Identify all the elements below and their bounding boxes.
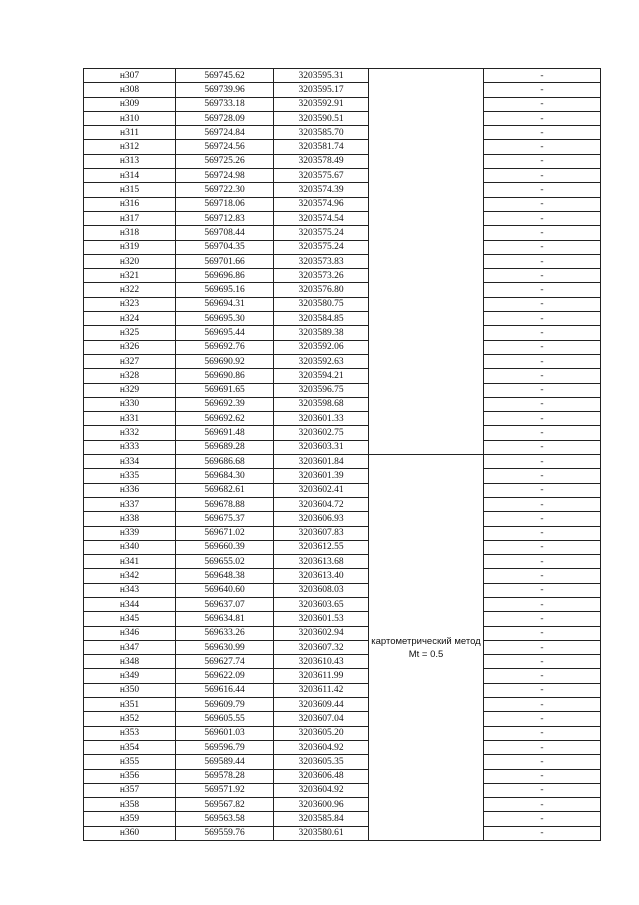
y-coordinate-cell: 3203594.21 xyxy=(274,369,369,383)
table-row xyxy=(84,569,601,583)
table-row xyxy=(84,597,601,611)
table-row xyxy=(84,354,601,368)
point-id-cell: н356 xyxy=(84,769,176,783)
table-row xyxy=(84,140,601,154)
description-cell: - xyxy=(484,783,601,797)
y-coordinate-cell: 3203604.72 xyxy=(274,497,369,511)
point-id-cell: н350 xyxy=(84,683,176,697)
description-cell: - xyxy=(484,626,601,640)
y-coordinate-cell: 3203606.48 xyxy=(274,769,369,783)
y-coordinate-cell: 3203573.26 xyxy=(274,269,369,283)
description-cell: - xyxy=(484,555,601,569)
coordinates-table-body xyxy=(84,69,601,841)
x-coordinate-cell: 569578.28 xyxy=(176,769,274,783)
description-cell: - xyxy=(484,97,601,111)
y-coordinate-cell: 3203607.04 xyxy=(274,712,369,726)
table-row xyxy=(84,211,601,225)
x-coordinate-cell: 569567.82 xyxy=(176,798,274,812)
point-id-cell: н310 xyxy=(84,111,176,125)
x-coordinate-cell: 569684.30 xyxy=(176,469,274,483)
point-id-cell: н321 xyxy=(84,269,176,283)
table-row xyxy=(84,683,601,697)
x-coordinate-cell: 569689.28 xyxy=(176,440,274,454)
table-row xyxy=(84,126,601,140)
x-coordinate-cell: 569648.38 xyxy=(176,569,274,583)
x-coordinate-cell: 569609.79 xyxy=(176,698,274,712)
x-coordinate-cell: 569596.79 xyxy=(176,740,274,754)
table-row xyxy=(84,297,601,311)
y-coordinate-cell: 3203595.31 xyxy=(274,69,369,83)
point-id-cell: н354 xyxy=(84,740,176,754)
y-coordinate-cell: 3203609.44 xyxy=(274,698,369,712)
y-coordinate-cell: 3203612.55 xyxy=(274,540,369,554)
x-coordinate-cell: 569691.48 xyxy=(176,426,274,440)
description-cell: - xyxy=(484,183,601,197)
x-coordinate-cell: 569733.18 xyxy=(176,97,274,111)
table-row xyxy=(84,483,601,497)
table-row xyxy=(84,226,601,240)
y-coordinate-cell: 3203598.68 xyxy=(274,397,369,411)
point-id-cell: н333 xyxy=(84,440,176,454)
description-cell: - xyxy=(484,512,601,526)
x-coordinate-cell: 569634.81 xyxy=(176,612,274,626)
point-id-cell: н334 xyxy=(84,455,176,469)
point-id-cell: н311 xyxy=(84,126,176,140)
y-coordinate-cell: 3203603.31 xyxy=(274,440,369,454)
description-cell: - xyxy=(484,397,601,411)
y-coordinate-cell: 3203613.68 xyxy=(274,555,369,569)
y-coordinate-cell: 3203584.85 xyxy=(274,312,369,326)
x-coordinate-cell: 569627.74 xyxy=(176,655,274,669)
y-coordinate-cell: 3203592.06 xyxy=(274,340,369,354)
x-coordinate-cell: 569718.06 xyxy=(176,197,274,211)
point-id-cell: н353 xyxy=(84,726,176,740)
description-cell: - xyxy=(484,583,601,597)
point-id-cell: н346 xyxy=(84,626,176,640)
y-coordinate-cell: 3203581.74 xyxy=(274,140,369,154)
table-row xyxy=(84,512,601,526)
description-cell: - xyxy=(484,383,601,397)
y-coordinate-cell: 3203590.51 xyxy=(274,111,369,125)
y-coordinate-cell: 3203601.39 xyxy=(274,469,369,483)
y-coordinate-cell: 3203574.39 xyxy=(274,183,369,197)
table-row xyxy=(84,254,601,268)
description-cell: - xyxy=(484,798,601,812)
table-row xyxy=(84,455,601,469)
table-row xyxy=(84,698,601,712)
y-coordinate-cell: 3203585.84 xyxy=(274,812,369,826)
table-row xyxy=(84,397,601,411)
y-coordinate-cell: 3203574.96 xyxy=(274,197,369,211)
table-row xyxy=(84,626,601,640)
x-coordinate-cell: 569724.84 xyxy=(176,126,274,140)
description-cell: - xyxy=(484,483,601,497)
y-coordinate-cell: 3203573.83 xyxy=(274,254,369,268)
description-cell: - xyxy=(484,226,601,240)
x-coordinate-cell: 569745.62 xyxy=(176,69,274,83)
y-coordinate-cell: 3203578.49 xyxy=(274,154,369,168)
x-coordinate-cell: 569708.44 xyxy=(176,226,274,240)
y-coordinate-cell: 3203611.42 xyxy=(274,683,369,697)
table-row xyxy=(84,726,601,740)
y-coordinate-cell: 3203601.53 xyxy=(274,612,369,626)
description-cell: - xyxy=(484,140,601,154)
description-cell: - xyxy=(484,254,601,268)
table-row xyxy=(84,111,601,125)
point-id-cell: н326 xyxy=(84,340,176,354)
x-coordinate-cell: 569682.61 xyxy=(176,483,274,497)
description-cell: - xyxy=(484,283,601,297)
y-coordinate-cell: 3203606.93 xyxy=(274,512,369,526)
x-coordinate-cell: 569671.02 xyxy=(176,526,274,540)
x-coordinate-cell: 569605.55 xyxy=(176,712,274,726)
x-coordinate-cell: 569724.56 xyxy=(176,140,274,154)
point-id-cell: н315 xyxy=(84,183,176,197)
table-row xyxy=(84,197,601,211)
table-row xyxy=(84,826,601,840)
x-coordinate-cell: 569722.30 xyxy=(176,183,274,197)
x-coordinate-cell: 569704.35 xyxy=(176,240,274,254)
y-coordinate-cell: 3203592.91 xyxy=(274,97,369,111)
description-cell: - xyxy=(484,126,601,140)
point-id-cell: н352 xyxy=(84,712,176,726)
y-coordinate-cell: 3203585.70 xyxy=(274,126,369,140)
x-coordinate-cell: 569695.44 xyxy=(176,326,274,340)
table-row xyxy=(84,369,601,383)
x-coordinate-cell: 569712.83 xyxy=(176,211,274,225)
table-row xyxy=(84,440,601,454)
y-coordinate-cell: 3203580.61 xyxy=(274,826,369,840)
point-id-cell: н342 xyxy=(84,569,176,583)
table-row xyxy=(84,283,601,297)
description-cell: - xyxy=(484,655,601,669)
method-cell-empty xyxy=(369,69,484,455)
point-id-cell: н319 xyxy=(84,240,176,254)
description-cell: - xyxy=(484,698,601,712)
description-cell: - xyxy=(484,640,601,654)
description-cell: - xyxy=(484,312,601,326)
x-coordinate-cell: 569637.07 xyxy=(176,597,274,611)
y-coordinate-cell: 3203602.75 xyxy=(274,426,369,440)
table-row xyxy=(84,154,601,168)
point-id-cell: н339 xyxy=(84,526,176,540)
description-cell: - xyxy=(484,440,601,454)
description-cell: - xyxy=(484,812,601,826)
x-coordinate-cell: 569692.76 xyxy=(176,340,274,354)
table-row xyxy=(84,526,601,540)
x-coordinate-cell: 569686.68 xyxy=(176,455,274,469)
description-cell: - xyxy=(484,340,601,354)
table-row xyxy=(84,312,601,326)
point-id-cell: н332 xyxy=(84,426,176,440)
x-coordinate-cell: 569694.31 xyxy=(176,297,274,311)
x-coordinate-cell: 569630.99 xyxy=(176,640,274,654)
coordinates-table xyxy=(83,68,601,841)
table-row xyxy=(84,612,601,626)
x-coordinate-cell: 569695.30 xyxy=(176,312,274,326)
x-coordinate-cell: 569695.16 xyxy=(176,283,274,297)
description-cell: - xyxy=(484,354,601,368)
y-coordinate-cell: 3203580.75 xyxy=(274,297,369,311)
point-id-cell: н309 xyxy=(84,97,176,111)
y-coordinate-cell: 3203605.35 xyxy=(274,755,369,769)
y-coordinate-cell: 3203607.83 xyxy=(274,526,369,540)
x-coordinate-cell: 569571.92 xyxy=(176,783,274,797)
description-cell: - xyxy=(484,211,601,225)
y-coordinate-cell: 3203576.80 xyxy=(274,283,369,297)
point-id-cell: н323 xyxy=(84,297,176,311)
point-id-cell: н336 xyxy=(84,483,176,497)
description-cell: - xyxy=(484,726,601,740)
y-coordinate-cell: 3203575.24 xyxy=(274,240,369,254)
table-row xyxy=(84,798,601,812)
point-id-cell: н344 xyxy=(84,597,176,611)
description-cell: - xyxy=(484,83,601,97)
table-row xyxy=(84,83,601,97)
y-coordinate-cell: 3203604.92 xyxy=(274,740,369,754)
point-id-cell: н329 xyxy=(84,383,176,397)
description-cell: - xyxy=(484,426,601,440)
x-coordinate-cell: 569692.39 xyxy=(176,397,274,411)
table-row xyxy=(84,583,601,597)
point-id-cell: н317 xyxy=(84,211,176,225)
table-row xyxy=(84,383,601,397)
x-coordinate-cell: 569616.44 xyxy=(176,683,274,697)
point-id-cell: н316 xyxy=(84,197,176,211)
point-id-cell: н343 xyxy=(84,583,176,597)
description-cell: - xyxy=(484,826,601,840)
y-coordinate-cell: 3203611.99 xyxy=(274,669,369,683)
description-cell: - xyxy=(484,669,601,683)
table-row xyxy=(84,497,601,511)
description-cell: - xyxy=(484,169,601,183)
x-coordinate-cell: 569701.66 xyxy=(176,254,274,268)
description-cell: - xyxy=(484,111,601,125)
y-coordinate-cell: 3203601.84 xyxy=(274,455,369,469)
point-id-cell: н341 xyxy=(84,555,176,569)
x-coordinate-cell: 569563.58 xyxy=(176,812,274,826)
table-row xyxy=(84,555,601,569)
table-row xyxy=(84,69,601,83)
x-coordinate-cell: 569692.62 xyxy=(176,412,274,426)
point-id-cell: н347 xyxy=(84,640,176,654)
description-cell: - xyxy=(484,597,601,611)
table-row xyxy=(84,783,601,797)
description-cell: - xyxy=(484,526,601,540)
table-row xyxy=(84,326,601,340)
table-row xyxy=(84,540,601,554)
x-coordinate-cell: 569655.02 xyxy=(176,555,274,569)
x-coordinate-cell: 569660.39 xyxy=(176,540,274,554)
x-coordinate-cell: 569622.09 xyxy=(176,669,274,683)
y-coordinate-cell: 3203596.75 xyxy=(274,383,369,397)
table-row xyxy=(84,269,601,283)
x-coordinate-cell: 569696.86 xyxy=(176,269,274,283)
y-coordinate-cell: 3203605.20 xyxy=(274,726,369,740)
point-id-cell: н325 xyxy=(84,326,176,340)
table-row xyxy=(84,712,601,726)
x-coordinate-cell: 569675.37 xyxy=(176,512,274,526)
x-coordinate-cell: 569601.03 xyxy=(176,726,274,740)
point-id-cell: н322 xyxy=(84,283,176,297)
point-id-cell: н318 xyxy=(84,226,176,240)
x-coordinate-cell: 569691.65 xyxy=(176,383,274,397)
y-coordinate-cell: 3203608.03 xyxy=(274,583,369,597)
table-row xyxy=(84,755,601,769)
y-coordinate-cell: 3203595.17 xyxy=(274,83,369,97)
table-row xyxy=(84,340,601,354)
table-row xyxy=(84,240,601,254)
table-row xyxy=(84,769,601,783)
point-id-cell: н324 xyxy=(84,312,176,326)
description-cell: - xyxy=(484,240,601,254)
method-cell: картометрический метод Mt = 0.5 xyxy=(369,455,484,841)
point-id-cell: н349 xyxy=(84,669,176,683)
description-cell: - xyxy=(484,712,601,726)
x-coordinate-cell: 569725.26 xyxy=(176,154,274,168)
description-cell: - xyxy=(484,740,601,754)
description-cell: - xyxy=(484,369,601,383)
point-id-cell: н358 xyxy=(84,798,176,812)
description-cell: - xyxy=(484,755,601,769)
point-id-cell: н359 xyxy=(84,812,176,826)
point-id-cell: н335 xyxy=(84,469,176,483)
y-coordinate-cell: 3203589.38 xyxy=(274,326,369,340)
x-coordinate-cell: 569739.96 xyxy=(176,83,274,97)
point-id-cell: н313 xyxy=(84,154,176,168)
point-id-cell: н307 xyxy=(84,69,176,83)
table-row xyxy=(84,97,601,111)
description-cell: - xyxy=(484,769,601,783)
description-cell: - xyxy=(484,69,601,83)
x-coordinate-cell: 569690.92 xyxy=(176,354,274,368)
description-cell: - xyxy=(484,497,601,511)
point-id-cell: н328 xyxy=(84,369,176,383)
y-coordinate-cell: 3203603.65 xyxy=(274,597,369,611)
point-id-cell: н312 xyxy=(84,140,176,154)
description-cell: - xyxy=(484,197,601,211)
point-id-cell: н340 xyxy=(84,540,176,554)
table-row xyxy=(84,412,601,426)
point-id-cell: н360 xyxy=(84,826,176,840)
point-id-cell: н331 xyxy=(84,412,176,426)
point-id-cell: н327 xyxy=(84,354,176,368)
y-coordinate-cell: 3203574.54 xyxy=(274,211,369,225)
point-id-cell: н345 xyxy=(84,612,176,626)
y-coordinate-cell: 3203602.94 xyxy=(274,626,369,640)
y-coordinate-cell: 3203592.63 xyxy=(274,354,369,368)
description-cell: - xyxy=(484,469,601,483)
y-coordinate-cell: 3203613.40 xyxy=(274,569,369,583)
x-coordinate-cell: 569559.76 xyxy=(176,826,274,840)
table-row xyxy=(84,655,601,669)
x-coordinate-cell: 569633.26 xyxy=(176,626,274,640)
description-cell: - xyxy=(484,154,601,168)
description-cell: - xyxy=(484,612,601,626)
table-row xyxy=(84,426,601,440)
description-cell: - xyxy=(484,326,601,340)
x-coordinate-cell: 569678.88 xyxy=(176,497,274,511)
point-id-cell: н337 xyxy=(84,497,176,511)
point-id-cell: н330 xyxy=(84,397,176,411)
y-coordinate-cell: 3203601.33 xyxy=(274,412,369,426)
x-coordinate-cell: 569724.98 xyxy=(176,169,274,183)
point-id-cell: н314 xyxy=(84,169,176,183)
point-id-cell: н338 xyxy=(84,512,176,526)
y-coordinate-cell: 3203575.67 xyxy=(274,169,369,183)
point-id-cell: н308 xyxy=(84,83,176,97)
description-cell: - xyxy=(484,569,601,583)
coordinate-table-page xyxy=(83,68,600,841)
y-coordinate-cell: 3203600.96 xyxy=(274,798,369,812)
x-coordinate-cell: 569589.44 xyxy=(176,755,274,769)
description-cell: - xyxy=(484,455,601,469)
y-coordinate-cell: 3203610.43 xyxy=(274,655,369,669)
point-id-cell: н357 xyxy=(84,783,176,797)
x-coordinate-cell: 569728.09 xyxy=(176,111,274,125)
table-row xyxy=(84,183,601,197)
description-cell: - xyxy=(484,540,601,554)
description-cell: - xyxy=(484,297,601,311)
x-coordinate-cell: 569690.86 xyxy=(176,369,274,383)
description-cell: - xyxy=(484,269,601,283)
table-row xyxy=(84,812,601,826)
description-cell: - xyxy=(484,412,601,426)
point-id-cell: н355 xyxy=(84,755,176,769)
description-cell: - xyxy=(484,683,601,697)
table-row xyxy=(84,469,601,483)
y-coordinate-cell: 3203575.24 xyxy=(274,226,369,240)
point-id-cell: н320 xyxy=(84,254,176,268)
y-coordinate-cell: 3203604.92 xyxy=(274,783,369,797)
x-coordinate-cell: 569640.60 xyxy=(176,583,274,597)
y-coordinate-cell: 3203607.32 xyxy=(274,640,369,654)
y-coordinate-cell: 3203602.41 xyxy=(274,483,369,497)
table-row xyxy=(84,669,601,683)
table-row xyxy=(84,169,601,183)
point-id-cell: н351 xyxy=(84,698,176,712)
table-row xyxy=(84,640,601,654)
point-id-cell: н348 xyxy=(84,655,176,669)
table-row xyxy=(84,740,601,754)
